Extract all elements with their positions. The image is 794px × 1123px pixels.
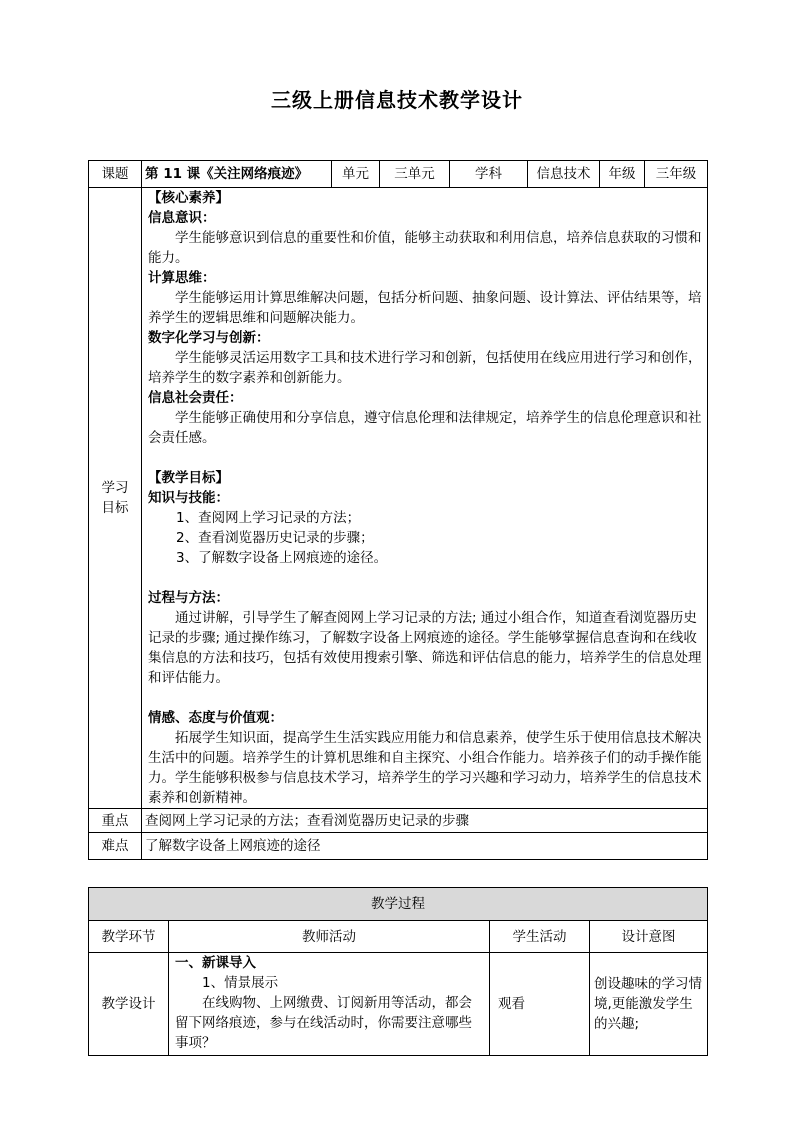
process-text: 通过讲解，引导学生了解查阅网上学习记录的方法; 通过小组合作，知道查看浏览器历史记录的步骤; 通过操作练习，了解数字设备上网痕迹的途径。学生能够掌握信息查询和在线收集信息的方法和技巧，包括有效使用搜索引擎、筛选和评估信息的能力，培养学生的信息处理和评估能力。 bbox=[148, 610, 702, 686]
key-point-text: 查阅网上学习记录的方法；查看浏览器历史记录的步骤 bbox=[142, 809, 708, 833]
computational-title: 计算思维： bbox=[148, 270, 216, 286]
teacher-activity bbox=[169, 953, 490, 1056]
difficulty-row bbox=[89, 833, 708, 860]
goals-label bbox=[89, 188, 142, 809]
teaching-title: 【教学目标】 bbox=[148, 470, 229, 486]
goals-label-line1: 学习 bbox=[101, 480, 129, 496]
emotion-title: 情感、态度与价值观： bbox=[148, 710, 283, 726]
social-title: 信息社会责任： bbox=[148, 390, 243, 406]
computational-text: 学生能够运用计算思维解决问题，包括分析问题、抽象问题、设计算法、评估结果等，培养学生的逻辑思维和问题解决能力。 bbox=[148, 290, 702, 326]
col-stage: 教学环节 bbox=[89, 921, 169, 953]
digital-title: 数字化学习与创新： bbox=[148, 330, 270, 346]
knowledge-item: 3、了解数字设备上网痕迹的途径。 bbox=[176, 550, 388, 566]
process-title: 过程与方法： bbox=[148, 590, 229, 606]
goals-content bbox=[142, 188, 708, 809]
grade-label: 年级 bbox=[600, 161, 645, 188]
row-stage: 教学设计 bbox=[89, 953, 169, 1056]
process-columns-row bbox=[89, 921, 708, 953]
subject-value: 信息技术 bbox=[528, 161, 600, 188]
teacher-sub: 1、情景展示 bbox=[202, 975, 279, 991]
spacer bbox=[148, 448, 703, 468]
header-row bbox=[89, 161, 708, 188]
core-title: 【核心素养】 bbox=[148, 190, 229, 206]
knowledge-item: 2、查看浏览器历史记录的步骤； bbox=[176, 530, 374, 546]
lesson-label: 课题 bbox=[89, 161, 142, 188]
key-point-label: 重点 bbox=[89, 809, 142, 833]
info-awareness-title: 信息意识： bbox=[148, 210, 216, 226]
col-student: 学生活动 bbox=[490, 921, 590, 953]
page-title: 三级上册信息技术教学设计 bbox=[271, 88, 523, 112]
key-point-row bbox=[89, 809, 708, 833]
teacher-title: 一、新课导入 bbox=[175, 955, 256, 971]
col-intent: 设计意图 bbox=[590, 921, 708, 953]
spacer bbox=[148, 688, 703, 708]
subject-label: 学科 bbox=[450, 161, 528, 188]
knowledge-title: 知识与技能： bbox=[148, 490, 229, 506]
knowledge-item: 1、查阅网上学习记录的方法； bbox=[176, 510, 361, 526]
info-awareness-text: 学生能够意识到信息的重要性和价值，能够主动获取和利用信息，培养信息获取的习惯和能力。 bbox=[148, 230, 702, 266]
process-row bbox=[89, 953, 708, 1056]
unit-label: 单元 bbox=[332, 161, 380, 188]
goals-row bbox=[89, 188, 708, 809]
teacher-text: 在线购物、上网缴费、订阅新用等活动，都会留下网络痕迹，参与在线活动时，你需要注意哪些事项？ bbox=[175, 995, 472, 1051]
lesson-info-table bbox=[88, 160, 708, 860]
grade-value: 三年级 bbox=[645, 161, 708, 188]
spacer bbox=[148, 568, 703, 588]
teaching-process-table bbox=[88, 887, 708, 1056]
goals-label-line2: 目标 bbox=[101, 500, 129, 516]
col-teacher: 教师活动 bbox=[169, 921, 490, 953]
social-text: 学生能够正确使用和分享信息，遵守信息伦理和法律规定，培养学生的信息伦理意识和社会责任感。 bbox=[148, 410, 702, 446]
difficulty-label: 难点 bbox=[89, 833, 142, 860]
digital-text: 学生能够灵活运用数字工具和技术进行学习和创新，包括使用在线应用进行学习和创作，培养学生的数字素养和创新能力。 bbox=[148, 350, 702, 386]
lesson-title: 第 11 课《关注网络痕迹》 bbox=[142, 161, 332, 188]
process-header-row bbox=[89, 888, 708, 921]
design-intent: 创设趣味的学习情境,更能激发学生的兴趣; bbox=[590, 953, 708, 1056]
unit-value: 三单元 bbox=[380, 161, 450, 188]
student-activity: 观看 bbox=[490, 953, 590, 1056]
difficulty-text: 了解数字设备上网痕迹的途径 bbox=[142, 833, 708, 860]
emotion-text: 拓展学生知识面，提高学生生活实践应用能力和信息素养，使学生乐于使用信息技术解决生活中的问题。培养学生的计算机思维和自主探究、小组合作能力。培养孩子们的动手操作能力。学生能够积极参与信息技术学习，培养学生的学习兴趣和学习动力，培养学生的信息技术素养和创新精神。 bbox=[148, 730, 702, 806]
process-header: 教学过程 bbox=[89, 888, 708, 921]
